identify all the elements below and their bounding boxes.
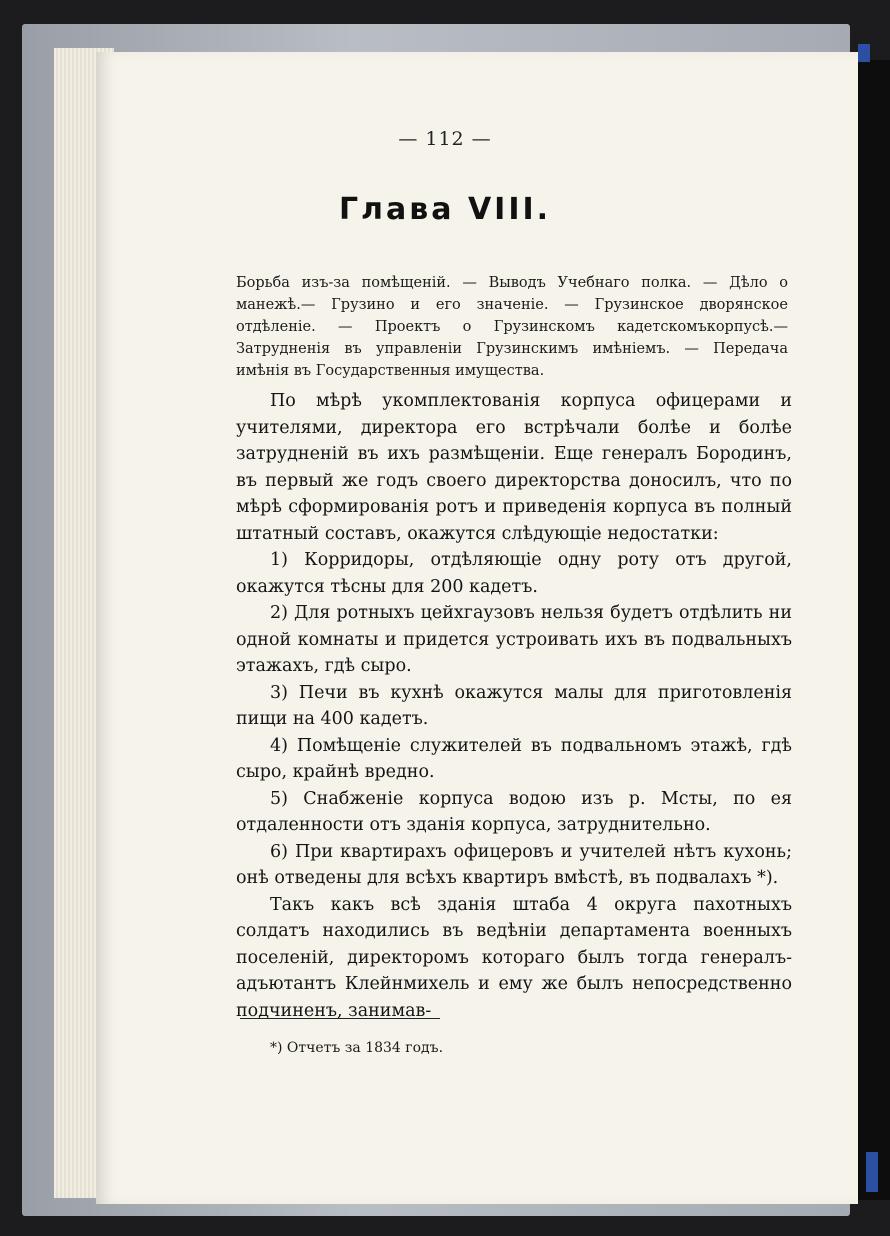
paragraph: 4) Помѣщеніе служителей въ подвальномъ этажѣ, гдѣ сыро, крайнѣ вредно. [236, 735, 792, 782]
paragraph: По мѣрѣ укомплектованія корпуса офицерами и учителями, директора его встрѣчали болѣе и болѣе затрудненій въ ихъ размѣщеніи. Еще генералъ Бородинъ, въ первый же годъ своего директорства доносилъ, что по мѣрѣ сформированія ротъ и приведенія корпуса въ полный штатный составъ, окажутся слѣдующіе недостатки: [236, 391, 792, 544]
footnote-divider [240, 1018, 440, 1019]
paragraph: 2) Для ротныхъ цейхгаузовъ нельзя будетъ отдѣлить ни одной комнаты и придется устроивать ихъ въ подвальныхъ этажахъ, гдѣ сыро. [236, 603, 792, 676]
footnote: *) Отчетъ за 1834 годъ. [270, 1040, 444, 1056]
chapter-title: Глава VIII. [338, 192, 552, 227]
blue-bookmark-tab-lower [866, 1152, 878, 1192]
paragraph: 1) Корридоры, отдѣляющіе одну роту отъ другой, окажутся тѣсны для 200 кадетъ. [236, 550, 792, 597]
chapter-summary: Борьба изъ-за помѣщеній. — Выводъ Учебнаго полка. — Дѣло о манежѣ.— Грузино и его значеніе. — Грузинское дворянское отдѣленіе. — Проектъ о Грузинскомъ кадетскомъкорпусѣ.—Затрудненія въ управленіи Грузинскимъ имѣніемъ. — Передача имѣнія въ Государственныя имущества. [236, 275, 788, 379]
blue-bookmark-tab [858, 44, 870, 62]
paragraph: 3) Печи въ кухнѣ окажутся малы для приготовленія пищи на 400 кадетъ. [236, 682, 792, 729]
body-text [236, 388, 792, 1024]
page-number: — 112 — [398, 128, 492, 150]
paragraph: Такъ какъ всѣ зданія штаба 4 округа пахотныхъ солдатъ находились въ ведѣніи департамента военныхъ поселеній, директоромъ котораго былъ тогда генералъ-адъютантъ Клейнмихель и ему же былъ непосредственно подчиненъ, занимав- [236, 894, 792, 1021]
paragraph: 5) Снабженіе корпуса водою изъ р. Мсты, по ея отдаленности отъ зданія корпуса, затруднительно. [236, 788, 792, 835]
paragraph: 6) При квартирахъ офицеровъ и учителей нѣтъ кухонь; онѣ отведены для всѣхъ квартиръ вмѣстѣ, въ подвалахъ *). [236, 841, 792, 888]
